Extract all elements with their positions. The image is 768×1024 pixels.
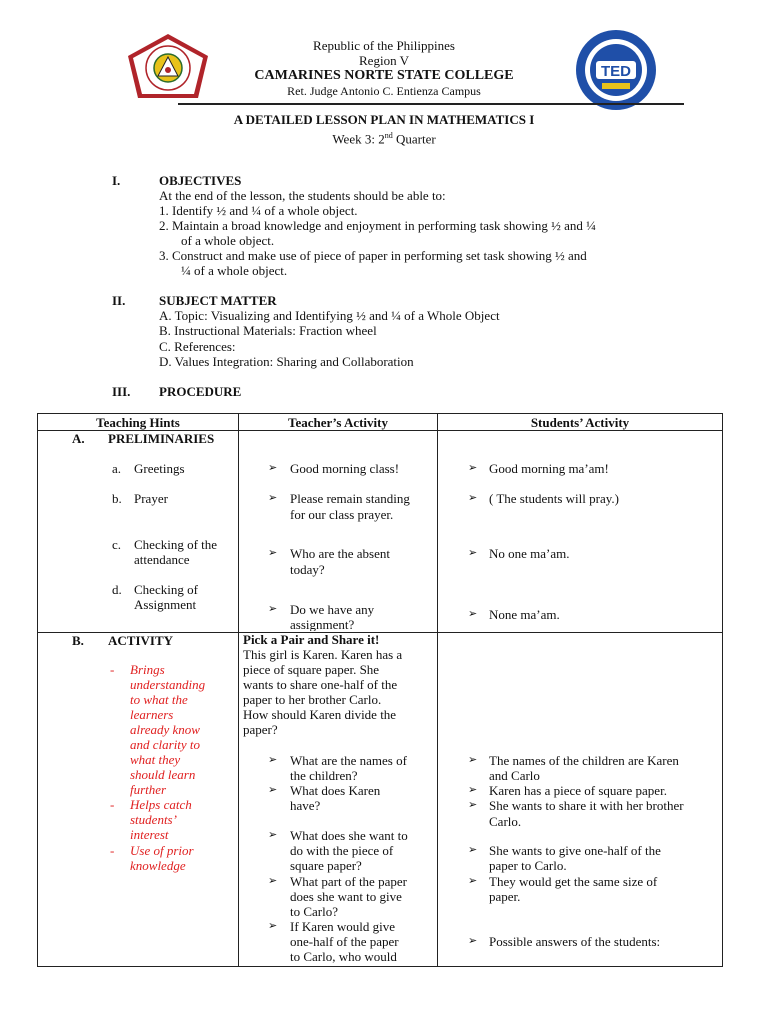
arrowhead-bullet-icon: ➢ xyxy=(268,754,278,766)
teacher-question-cont: to Carlo, who would xyxy=(290,949,397,964)
teacher-greeting: Good morning class! xyxy=(290,461,400,476)
teacher-attendance-cont: today? xyxy=(290,562,325,577)
hint-letter: d. xyxy=(112,582,122,597)
note-dash: - xyxy=(110,843,115,858)
activity-intro-line: This girl is Karen. Karen has a xyxy=(243,647,403,662)
hint-prayer: Prayer xyxy=(134,491,168,506)
note-line: interest xyxy=(130,827,169,842)
arrowhead-bullet-icon: ➢ xyxy=(268,547,278,559)
activity-intro-line: How should Karen divide the xyxy=(243,707,397,722)
student-answer: She wants to share it with her brother xyxy=(489,798,684,813)
hint-letter: a. xyxy=(112,461,122,476)
teacher-prayer-cont: for our class prayer. xyxy=(290,507,394,522)
col-header-teaching-hints: Teaching Hints xyxy=(96,415,180,430)
arrowhead-bullet-icon: ➢ xyxy=(268,784,278,796)
student-attendance: No one ma’am. xyxy=(489,546,570,561)
student-answer-cont: paper to Carlo. xyxy=(489,858,567,873)
note-line: knowledge xyxy=(130,858,186,873)
note-line: further xyxy=(130,782,167,797)
arrowhead-bullet-icon: ➢ xyxy=(468,608,478,620)
teacher-question-cont: do with the piece of xyxy=(290,843,394,858)
subject-matter-num: II. xyxy=(112,293,126,308)
student-answer-cont: and Carlo xyxy=(489,768,540,783)
arrowhead-bullet-icon: ➢ xyxy=(468,875,478,887)
arrowhead-bullet-icon: ➢ xyxy=(468,754,478,766)
hint-assignment-cont: Assignment xyxy=(134,597,197,612)
student-answer: She wants to give one-half of the xyxy=(489,843,661,858)
week-suffix: Quarter xyxy=(392,131,436,147)
student-assignment: None ma’am. xyxy=(489,607,560,622)
table-col-divider xyxy=(238,413,239,966)
activity-teacher-title: Pick a Pair and Share it! xyxy=(243,632,380,647)
objective-item: 3. Construct and make use of piece of paper in performing set task showing ½ and xyxy=(159,248,587,263)
header-campus: Ret. Judge Antonio C. Entienza Campus xyxy=(287,84,481,98)
note-line: students’ xyxy=(130,812,177,827)
hint-attendance-cont: attendance xyxy=(134,552,190,567)
objective-item: 1. Identify ½ and ¼ of a whole object. xyxy=(159,203,358,218)
arrowhead-bullet-icon: ➢ xyxy=(268,462,278,474)
note-line: and clarity to xyxy=(130,737,201,752)
objectives-heading: OBJECTIVES xyxy=(159,173,242,188)
teacher-question: What does she want to xyxy=(290,828,408,843)
arrowhead-bullet-icon: ➢ xyxy=(468,547,478,559)
note-line: should learn xyxy=(130,767,196,782)
arrowhead-bullet-icon: ➢ xyxy=(268,875,278,887)
week-prefix: Week 3: 2 xyxy=(332,131,385,147)
teacher-question: What part of the paper xyxy=(290,874,407,889)
teacher-question: If Karen would give xyxy=(290,919,396,934)
arrowhead-bullet-icon: ➢ xyxy=(268,829,278,841)
arrowhead-bullet-icon: ➢ xyxy=(468,462,478,474)
teacher-question-cont: to Carlo? xyxy=(290,904,339,919)
arrowhead-bullet-icon: ➢ xyxy=(468,844,478,856)
objectives-intro: At the end of the lesson, the students should be able to: xyxy=(159,188,446,203)
header-college-name: CAMARINES NORTE STATE COLLEGE xyxy=(254,68,514,83)
teacher-question: What does Karen xyxy=(290,783,381,798)
student-answer: Karen has a piece of square paper. xyxy=(489,783,667,798)
note-line: what they xyxy=(130,752,181,767)
arrowhead-bullet-icon: ➢ xyxy=(468,935,478,947)
activity-intro-line: paper? xyxy=(243,722,278,737)
activity-intro-line: piece of square paper. She xyxy=(243,662,380,677)
header-divider xyxy=(178,103,684,105)
note-line: to what the xyxy=(130,692,188,707)
teacher-assignment: Do we have any xyxy=(290,602,375,617)
student-prayer: ( The students will pray.) xyxy=(489,491,619,506)
activity-letter: B. xyxy=(72,633,84,648)
hint-attendance: Checking of the xyxy=(134,537,218,552)
teacher-question-cont: does she want to give xyxy=(290,889,402,904)
procedure-num: III. xyxy=(112,384,131,399)
student-answer: They would get the same size of xyxy=(489,874,658,889)
objective-item-cont: of a whole object. xyxy=(181,233,275,248)
hint-assignment: Checking of xyxy=(134,582,198,597)
note-line: already know xyxy=(130,722,200,737)
note-line: Helps catch xyxy=(130,797,192,812)
prelim-heading: PRELIMINARIES xyxy=(108,431,215,446)
prelim-letter: A. xyxy=(72,431,85,446)
svg-text:TED: TED xyxy=(601,63,631,80)
student-answer: The names of the children are Karen xyxy=(489,753,679,768)
col-header-students-activity: Students’ Activity xyxy=(530,415,630,430)
objective-item: 2. Maintain a broad knowledge and enjoyment in performing task showing ½ and ¼ xyxy=(159,218,596,233)
week-line xyxy=(0,128,768,146)
procedure-heading: PROCEDURE xyxy=(159,384,242,399)
teacher-question-cont: the children? xyxy=(290,768,358,783)
note-line: learners xyxy=(130,707,174,722)
header-republic: Republic of the Philippines xyxy=(313,38,455,53)
subject-matter-item: A. Topic: Visualizing and Identifying ½ and ¼ of a Whole Object xyxy=(159,308,500,323)
student-answer-cont: Carlo. xyxy=(489,814,522,829)
subject-matter-item: C. References: xyxy=(159,339,236,354)
activity-intro-line: wants to share one-half of the xyxy=(243,677,398,692)
subject-matter-item: D. Values Integration: Sharing and Collaboration xyxy=(159,354,414,369)
table-col-divider xyxy=(437,413,438,966)
arrowhead-bullet-icon: ➢ xyxy=(268,492,278,504)
teacher-question-cont: one-half of the paper xyxy=(290,934,399,949)
student-greeting: Good morning ma’am! xyxy=(489,461,609,476)
teacher-attendance: Who are the absent xyxy=(290,546,390,561)
col-header-teacher-activity: Teacher’s Activity xyxy=(287,415,388,430)
activity-heading: ACTIVITY xyxy=(108,633,174,648)
arrowhead-bullet-icon: ➢ xyxy=(468,799,478,811)
arrowhead-bullet-icon: ➢ xyxy=(468,492,478,504)
teacher-question-cont: square paper? xyxy=(290,858,362,873)
arrowhead-bullet-icon: ➢ xyxy=(268,603,278,615)
student-answer-cont: paper. xyxy=(489,889,521,904)
arrowhead-bullet-icon: ➢ xyxy=(268,920,278,932)
note-dash: - xyxy=(110,797,115,812)
header-region: Region V xyxy=(359,53,409,68)
hint-greetings: Greetings xyxy=(134,461,185,476)
week-sup: nd xyxy=(384,131,393,140)
hint-letter: b. xyxy=(112,491,122,506)
note-line: Use of prior xyxy=(130,843,194,858)
student-answer: Possible answers of the students: xyxy=(489,934,661,949)
teacher-prayer: Please remain standing xyxy=(290,491,410,506)
note-line: understanding xyxy=(130,677,206,692)
note-line: Brings xyxy=(130,662,165,677)
teacher-question-cont: have? xyxy=(290,798,321,813)
teacher-assignment-cont: assignment? xyxy=(290,617,355,631)
objectives-num: I. xyxy=(112,173,121,188)
teacher-question: What are the names of xyxy=(290,753,407,768)
subject-matter-heading: SUBJECT MATTER xyxy=(159,293,277,308)
lesson-plan-title: A DETAILED LESSON PLAN IN MATHEMATICS I xyxy=(233,112,535,127)
hint-letter: c. xyxy=(112,537,122,552)
arrowhead-bullet-icon: ➢ xyxy=(468,784,478,796)
activity-intro-line: paper to her brother Carlo. xyxy=(243,692,382,707)
objective-item-cont: ¼ of a whole object. xyxy=(181,263,288,278)
note-dash: - xyxy=(110,662,115,677)
subject-matter-item: B. Instructional Materials: Fraction wheel xyxy=(159,323,377,338)
